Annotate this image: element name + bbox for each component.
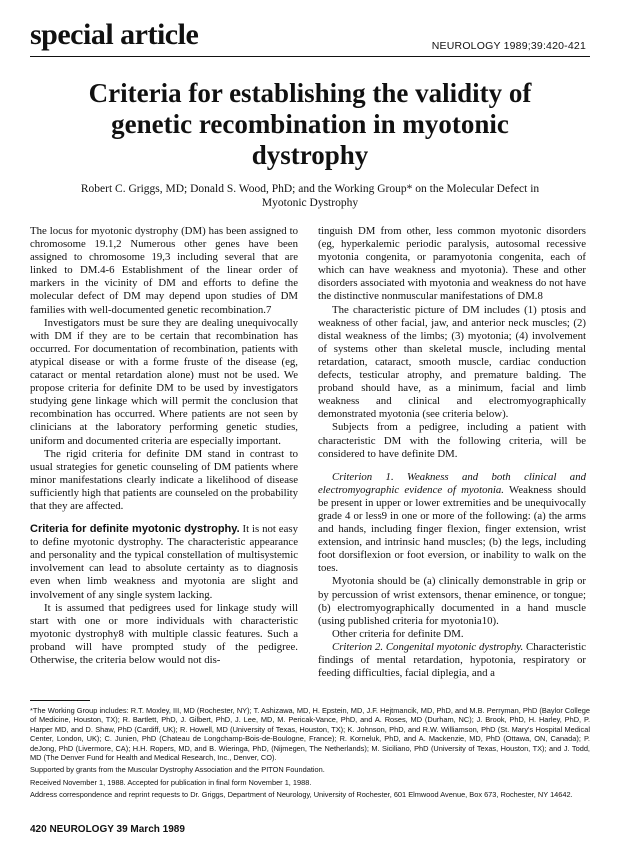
section-text: It is not easy to define myotonic dystrophy. The characteristic appearance and personality and the typical constellation of multisystemic involvement can lead to absolute certainty as to diagnosis even when limb weakness and myotonia are slight and involvement of any single system lacking. <box>30 523 298 601</box>
received-footnote: Received November 1, 1988. Accepted for publication in final form November 1, 1988. <box>30 777 312 787</box>
paragraph: The rigid criteria for definite DM stand in contrast to usual strategies for genetic counseling of DM patients where minor manifestations clearly indicate a likelihood of disease sufficiently high that patients are counseled on the probability that they are affected. <box>30 447 298 512</box>
journal-citation: NEUROLOGY 1989;39:420-421 <box>431 40 586 52</box>
page-footer: 420 NEUROLOGY 39 March 1989 <box>30 824 185 835</box>
criterion-text: Weakness should be present in upper or lower extremities and be unequivocally grade 4 or less9 in one or more of the following: (a) the arms and hands, including finger flexion, finger extension, wrist extension, and intrinsic hand muscles; (b) the legs, including foot dorsiflexion or foot eversion, or inability to walk on the toes. <box>318 483 586 575</box>
right-column <box>318 225 586 680</box>
support-footnote: Supported by grants from the Muscular Dystrophy Association and the PITON Foundation. <box>30 765 325 775</box>
paragraph: The characteristic picture of DM includes (1) ptosis and weakness of other facial, jaw, and anterior neck muscles; (2) distal weakness of the limbs; (3) myotonia; (4) involvement of systems other than skeletal muscle, including mental retardation, cataract, smooth muscle, cardiac conduction defects, testicular atrophy, and premature balding. The proband should have, as a minimum, facial and limb weakness and clinical and electromyographically demonstrated myotonia (see criteria below). <box>318 303 586 421</box>
article-authors: Robert C. Griggs, MD; Donald S. Wood, PhD; and the Working Group* on the Molecular Defect in Myotonic Dystrophy <box>80 183 540 209</box>
paragraph: tinguish DM from other, less common myotonic disorders (eg, hyperkalemic periodic paralysis, autosomal recessive myotonia congenita, or paramyotonia congenita, each of which can have weakness and myotonia). These and other disorders associated with myotonia and weakness do not have the distinctive nonmuscular manifestations of DM.8 <box>318 225 586 303</box>
paragraph: Other criteria for definite DM. <box>332 627 464 640</box>
criterion-heading: Criterion 2. Congenital myotonic dystrophy. <box>332 640 524 653</box>
section-paragraph <box>30 523 298 602</box>
paragraph: Subjects from a pedigree, including a patient with characteristic DM with the following criteria, will be considered to have definite DM. <box>318 421 586 460</box>
correspondence-footnote: Address correspondence and reprint requests to Dr. Griggs, Department of Neurology, University of Rochester, 601 Elmwood Avenue, Box 673, Rochester, NY 14642. <box>30 790 573 800</box>
criterion-paragraph <box>318 641 586 680</box>
criterion-heading: Criterion 1. Weakness and both clinical and electromyographic evidence of myotonia. <box>318 470 586 496</box>
section-label: special article <box>30 18 199 51</box>
footnote-divider <box>30 700 90 701</box>
paragraph: It is assumed that pedigrees used for linkage study will start with one or more individuals with characteristic myotonic dystrophy8 with multiple classic features. Such a proband will have prompted study of the pedigree. Otherwise, the criteria below would not dis- <box>30 601 298 666</box>
criterion-text: Characteristic findings of mental retardation, hypotonia, respiratory or feeding difficulties, facial diplegia, and a <box>318 640 586 680</box>
footnotes <box>30 706 590 803</box>
section-heading: Criteria for definite myotonic dystrophy. <box>30 523 240 536</box>
paragraph: Investigators must be sure they are dealing unequivocally with DM if they are to be certain that recombination has occurred. For documentation of recombination, patients with atypical disease or with a forme fruste of the disease (eg, cataract or mental retardation alone) must not be used. We propose criteria for definite DM to be used by investigators studying gene linkage which will permit the conclusion that recombination has occurred. Where patients are not seen by clinicians at the laboratory performing genetic studies, uniform and documented criteria are especially important. <box>30 316 298 447</box>
article-title: Criteria for establishing the validity of genetic recombination in myotonic dystrophy <box>88 78 532 170</box>
working-group-footnote: *The Working Group includes: R.T. Moxley, III, MD (Rochester, NY); T. Ashizawa, MD, H. Epstein, MD, J.F. Hejtmancik, MD, PhD, and M.B. Perryman, PhD (Baylor College of Medicine, Houston, TX); R. Bartlett, PhD, J. Gilbert, PhD, J. Lee, MD, M. Pericak-Vance, PhD, and A. Roses, MD (Durham, NC); J. Brook, PhD, H. Harley, PhD, P. Harper MD, and D. Shaw, PhD (Cardiff, UK); R. Howell, MD (University of Texas, Houston, TX); K. Johnson, PhD, and R.W. Williamson, PhD (St. Mary's Hospital Medical Center, London, UK); C. Junien, PhD (Chateau de Longchamp-Bois-de-Boulogne, France); R. Korneluk, PhD, and A. Mackenzie, MD, PhD (Ottawa, ON, Canada); P. deJong, PhD (Livermore, CA); H.H. Ropers, MD, and B. Wieringa, PhD, (Nijmegen, The Netherlands); M. Siciliano, PhD (University of Texas, Houston, TX); and J. Todd, MD (The Denver Fund for Health and Medical Research, Inc., Denver, CO). <box>30 706 590 763</box>
criterion-paragraph <box>318 471 586 576</box>
left-column <box>30 225 298 667</box>
paragraph: Myotonia should be (a) clinically demonstrable in grip or by percussion of wrist extensors, thenar eminence, or tongue; (b) electromyographically documented in a hand muscle (using published criteria for myotonia10). <box>318 575 586 627</box>
header-divider <box>30 56 590 57</box>
paragraph: The locus for myotonic dystrophy (DM) has been assigned to chromosome 19.1,2 Numerous other genes have been assigned to chromosome 19,3 including several that are linked to DM.4-6 Establishment of the linear order of markers in the vicinity of DM and efforts to define the molecular defect of DM may depend upon studies of DM families with well-documented genetic recombination.7 <box>30 225 298 316</box>
